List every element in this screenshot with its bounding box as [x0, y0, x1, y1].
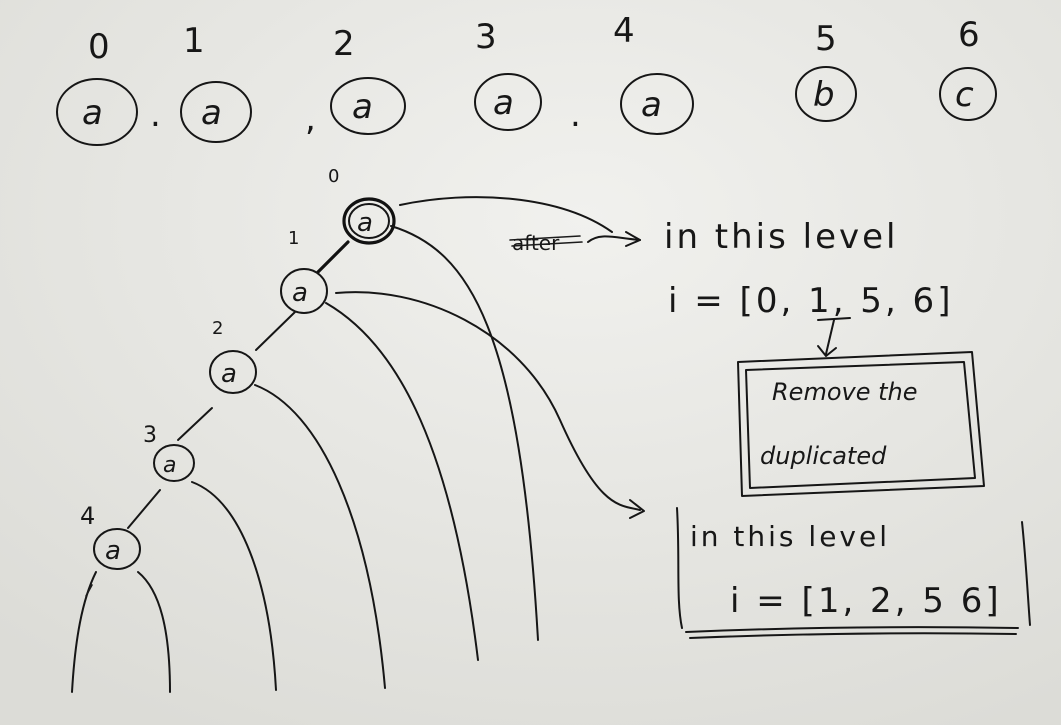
index-label-0: 0 — [88, 27, 110, 67]
level1-note-values: i = [0, 1, 5, 6] — [668, 281, 954, 321]
index-label-6: 6 — [958, 15, 980, 55]
tree-node-letter: a — [221, 359, 237, 389]
tree-node-letter: a — [105, 536, 121, 566]
array-cell-letter: c — [955, 75, 974, 115]
index-label-3: 3 — [475, 17, 497, 57]
level1-note-title: in this level — [664, 217, 899, 257]
level2-note-title: in this level — [690, 520, 890, 553]
remove-line-2: duplicated — [760, 442, 887, 470]
tree-level-label-1: 1 — [288, 228, 300, 249]
separator: . — [570, 95, 581, 135]
tree-node-letter: a — [357, 208, 373, 238]
array-cell-letter: a — [641, 85, 662, 125]
index-label-5: 5 — [815, 19, 837, 59]
array-cell-letter: a — [493, 83, 514, 123]
tree-level-label-4: 4 — [80, 502, 96, 530]
remove-line-1: Remove the — [772, 378, 918, 406]
tree-level-label-3: 3 — [143, 423, 157, 448]
tree-level-label-0: 0 — [328, 166, 340, 187]
tree-node-letter: a — [163, 453, 177, 478]
index-label-4: 4 — [613, 11, 635, 51]
tree-level-label-2: 2 — [212, 318, 224, 339]
separator: , — [305, 99, 316, 139]
array-cell-letter: a — [352, 87, 373, 127]
array-cell-letter: a — [82, 93, 103, 133]
crossed-out-text: after — [512, 231, 560, 255]
array-cell-letter: a — [201, 93, 222, 133]
index-label-2: 2 — [333, 24, 355, 64]
level2-note-values: i = [1, 2, 5 6] — [730, 581, 1002, 621]
index-label-1: 1 — [183, 21, 205, 61]
tree-node-letter: a — [292, 278, 308, 308]
array-cell-letter: b — [813, 75, 835, 115]
separator: . — [150, 95, 161, 135]
